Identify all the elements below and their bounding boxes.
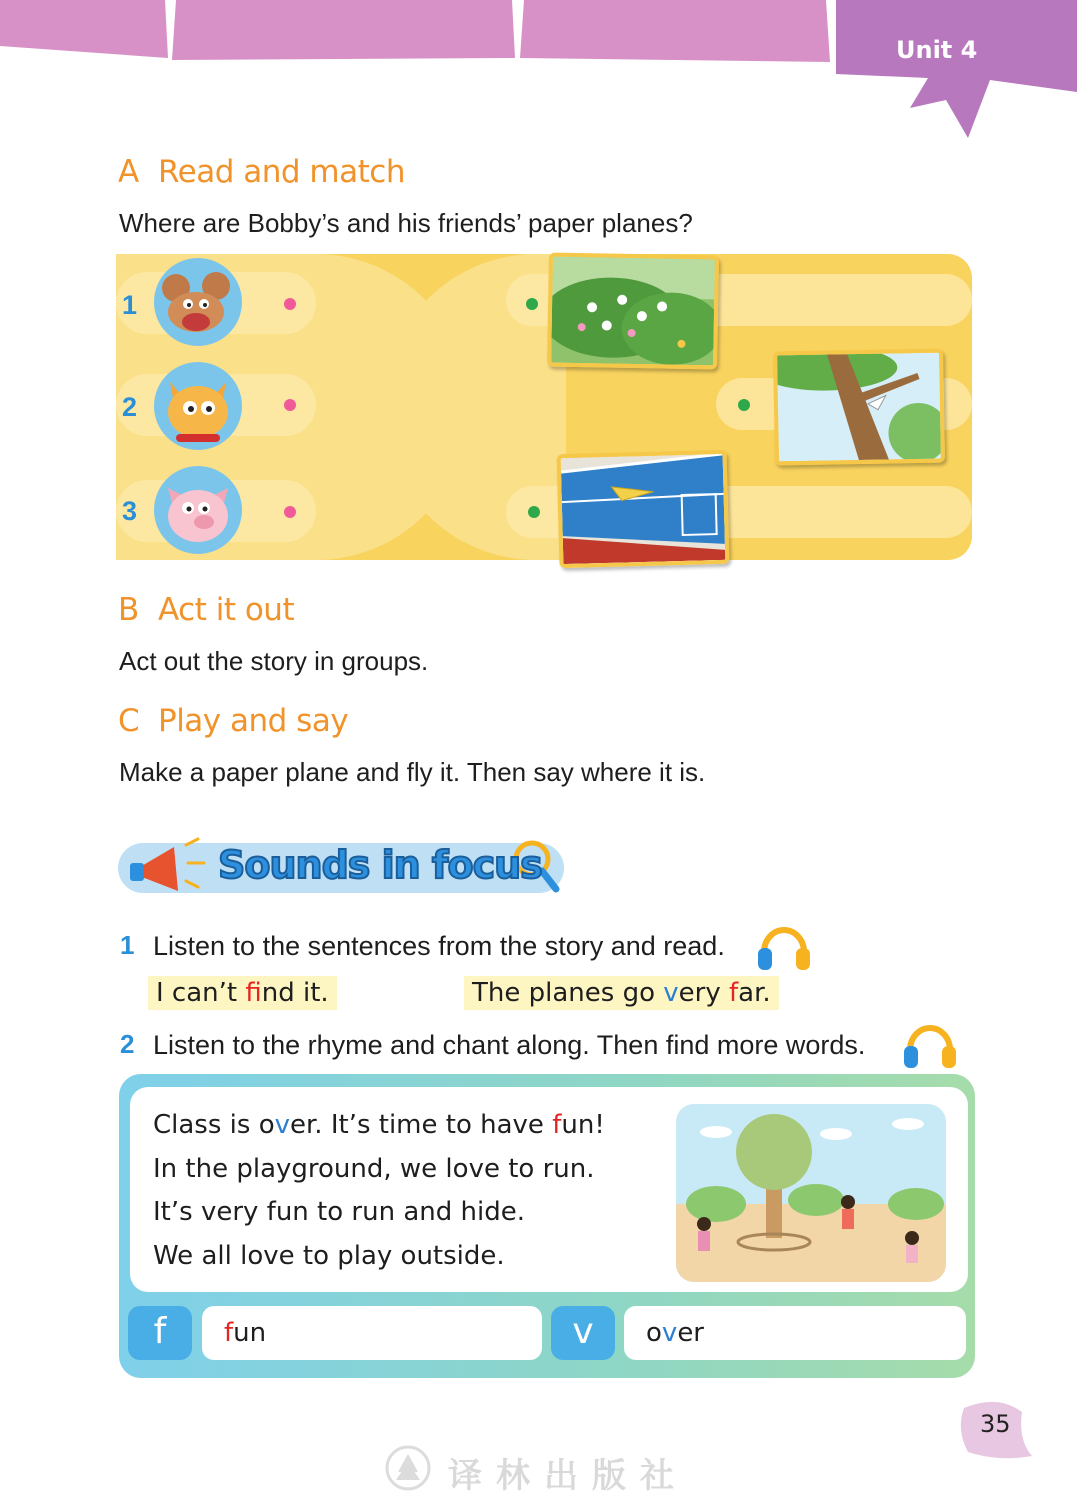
match-dot-left-3[interactable] xyxy=(284,506,296,518)
playground-picture xyxy=(676,1104,946,1282)
match-dot-right-2[interactable] xyxy=(738,399,750,411)
mouse-icon xyxy=(154,258,242,346)
section-b-heading xyxy=(118,592,294,628)
letter-tile-v: v xyxy=(551,1306,615,1360)
section-c-instruction: Make a paper plane and fly it. Then say where it is. xyxy=(119,757,706,787)
top-banner xyxy=(0,0,1077,150)
number-1: 1 xyxy=(122,290,138,320)
match-dot-left-2[interactable] xyxy=(284,399,296,411)
step-1-number: 1 xyxy=(120,930,135,960)
sounds-title: Sounds in focus xyxy=(218,843,542,887)
match-area xyxy=(116,254,972,560)
headphones-icon[interactable] xyxy=(756,914,812,974)
step-2-text: Listen to the rhyme and chant along. Then find more words. xyxy=(153,1030,866,1060)
letter-tile-f: f xyxy=(128,1306,192,1360)
page-number: 35 xyxy=(980,1410,1011,1438)
step-1-text: Listen to the sentences from the story and read. xyxy=(153,931,725,961)
section-c-title: Play and say xyxy=(158,703,349,739)
word-field-v[interactable]: over xyxy=(624,1306,966,1360)
tree-picture xyxy=(773,349,945,466)
cat-icon xyxy=(154,362,242,450)
number-3: 3 xyxy=(122,496,138,526)
word-field-f[interactable]: fun xyxy=(202,1306,542,1360)
rhyme-line-2: In the playground, we love to run. xyxy=(153,1154,595,1184)
headphones-icon[interactable] xyxy=(902,1012,958,1072)
ping-pong-table-picture xyxy=(557,450,730,568)
publisher-name: 译林出版社 xyxy=(448,1456,688,1496)
rhyme-line-4: We all love to play outside. xyxy=(153,1241,505,1271)
match-dot-right-3[interactable] xyxy=(528,506,540,518)
publisher-logo xyxy=(384,1444,432,1492)
rhyme-line-3: It’s very fun to run and hide. xyxy=(153,1197,525,1227)
number-2: 2 xyxy=(122,392,138,422)
unit-label: Unit 4 xyxy=(896,36,978,64)
section-a-title: Read and match xyxy=(158,154,405,190)
step-2-number: 2 xyxy=(120,1029,135,1059)
sentence-1: I can’t find it. xyxy=(148,976,337,1010)
section-c-letter: C xyxy=(118,703,140,739)
sentence-2: The planes go very far. xyxy=(464,976,779,1010)
flower-bush-picture xyxy=(547,253,719,370)
section-b-title: Act it out xyxy=(158,592,295,628)
pig-icon xyxy=(154,466,242,554)
match-dot-right-1[interactable] xyxy=(526,298,538,310)
match-dot-left-1[interactable] xyxy=(284,298,296,310)
section-a-instruction: Where are Bobby’s and his friends’ paper planes? xyxy=(119,208,693,238)
section-b-letter: B xyxy=(118,592,139,628)
section-a-heading xyxy=(118,154,405,190)
section-b-instruction: Act out the story in groups. xyxy=(119,646,429,676)
section-a-letter: A xyxy=(118,154,139,190)
section-c-heading xyxy=(118,703,348,739)
rhyme-line-1: Class is over. It’s time to have fun! xyxy=(153,1110,605,1140)
